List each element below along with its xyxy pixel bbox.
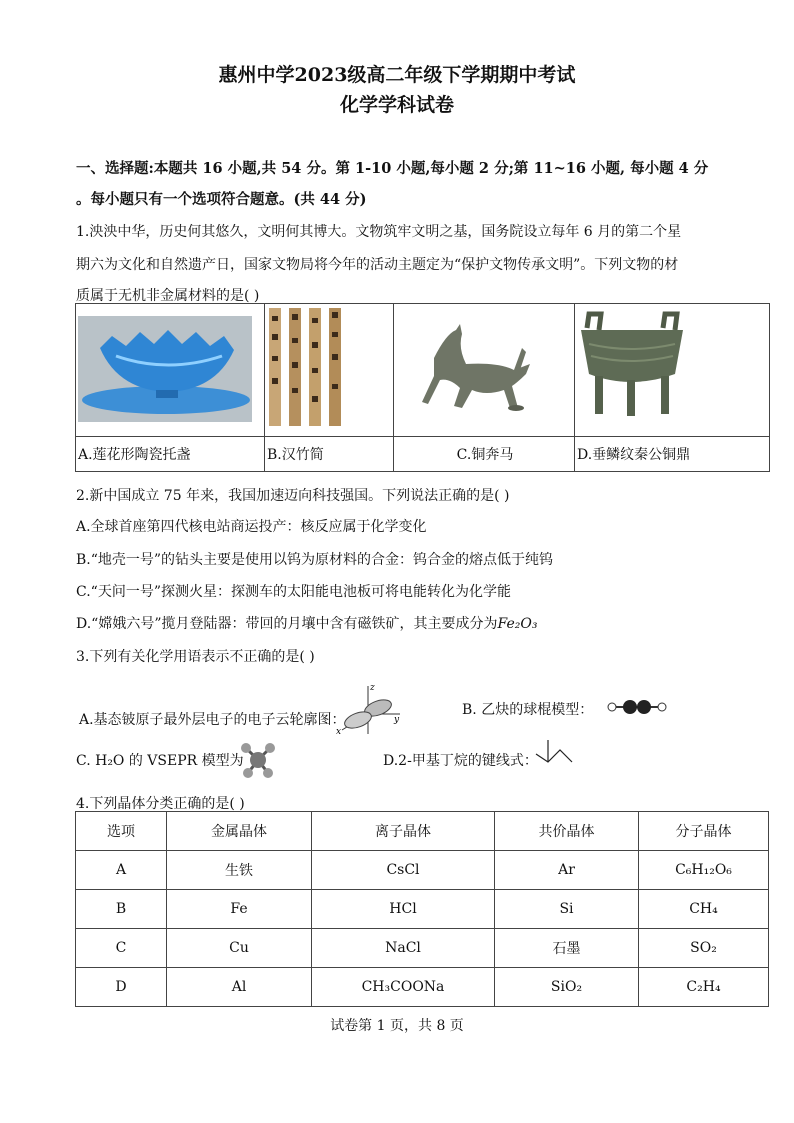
table-cell: NaCl [312, 929, 495, 968]
table-row [76, 929, 769, 968]
relic-image-b [265, 304, 394, 437]
lotus-bowl-image [76, 304, 264, 432]
q2-option-d: D.“嫦娥六号”揽月登陆器：带回的月壤中含有磁铁矿，其主要成分为 [76, 616, 498, 632]
bamboo-slips-image [265, 304, 393, 432]
axis-z-label: z [370, 683, 375, 693]
q4-stem: 4.下列晶体分类正确的是( ) [76, 796, 245, 812]
table-cell: Fe [167, 890, 312, 929]
table-cell: Al [167, 968, 312, 1007]
table-cell: C₆H₁₂O₆ [639, 851, 769, 890]
table-row [76, 851, 769, 890]
table-cell: CH₄ [639, 890, 769, 929]
table-cell: CsCl [312, 851, 495, 890]
q3-stem: 3.下列有关化学用语表示不正确的是( ) [76, 649, 315, 665]
table-header: 分子晶体 [639, 812, 769, 851]
table-cell: HCl [312, 890, 495, 929]
table-header: 离子晶体 [312, 812, 495, 851]
q3-option-d: D.2-甲基丁烷的键线式： [383, 753, 538, 769]
q3-option-b: B. 乙炔的球棍模型： [462, 702, 594, 718]
q2-option-b: B.“地壳一号”的钻头主要是使用以钨为原材料的合金：钨合金的熔点低于纯钨 [76, 552, 554, 568]
table-cell: B [76, 890, 167, 929]
table-cell: Si [495, 890, 639, 929]
acetylene-ball-stick-model [606, 697, 668, 717]
fe2o3-formula: Fe₂O₃ [497, 616, 538, 632]
q1-relics-table [75, 303, 770, 472]
relic-image-d [575, 304, 770, 437]
q4-crystal-table [75, 811, 769, 1007]
q1-option-a: A.莲花形陶瓷托盏 [76, 437, 265, 472]
q2-stem: 2.新中国成立 75 年来，我国加速迈向科技强国。下列说法正确的是( ) [76, 488, 510, 504]
p-orbital-figure [330, 680, 410, 738]
bronze-ding-image [575, 304, 769, 432]
exam-title: 惠州中学2023级高二年级下学期期中考试 [218, 64, 576, 86]
q2-option-c: C.“天问一号”探测火星：探测车的太阳能电池板可将电能转化为化学能 [76, 584, 511, 600]
table-row [76, 890, 769, 929]
q1-option-b: B.汉竹简 [265, 437, 394, 472]
exam-subtitle: 化学学科试卷 [339, 94, 454, 116]
table-header-row [76, 812, 769, 851]
q1-stem-line3: 质属于无机非金属材料的是( ) [76, 288, 260, 304]
page-footer: 试卷第 1 页，共 8 页 [330, 1018, 464, 1034]
table-cell: C [76, 929, 167, 968]
q2-option-d-line [76, 613, 537, 633]
table-cell: SiO₂ [495, 968, 639, 1007]
table-header: 选项 [76, 812, 167, 851]
q1-option-c: C.铜奔马 [394, 437, 575, 472]
2-methylbutane-skeletal [534, 738, 574, 766]
table-cell: C₂H₄ [639, 968, 769, 1007]
q3-option-c: C. H₂O 的 VSEPR 模型为 [76, 753, 244, 769]
section1-instruction-line2: 。每小题只有一个选项符合题意。(共 44 分) [76, 191, 367, 208]
table-header: 共价晶体 [495, 812, 639, 851]
section1-instruction-line1: 一、选择题:本题共 16 小题,共 54 分。第 1-10 小题,每小题 2 分;第 11~16 小题, 每小题 4 分 [76, 160, 709, 177]
relic-image-c [394, 304, 575, 437]
table-cell: 石墨 [495, 929, 639, 968]
table-cell: A [76, 851, 167, 890]
table-cell: CH₃COONa [312, 968, 495, 1007]
water-vsepr-model [236, 740, 282, 780]
table-cell: D [76, 968, 167, 1007]
relic-image-a [76, 304, 265, 437]
q1-option-d: D.垂鳞纹秦公铜鼎 [575, 437, 770, 472]
table-cell: 生铁 [167, 851, 312, 890]
axis-y-label: y [394, 715, 400, 725]
table-cell: Ar [495, 851, 639, 890]
table-cell: SO₂ [639, 929, 769, 968]
table-cell: Cu [167, 929, 312, 968]
q1-stem-line2: 期六为文化和自然遗产日，国家文物局将今年的活动主题定为“保护文物传承文明”。下列文物的材 [76, 257, 679, 273]
q1-stem-line1: 1.泱泱中华，历史何其悠久，文明何其博大。文物筑牢文明之基，国务院设立每年 6 月的第二个星 [76, 224, 682, 240]
axis-x-label: x [336, 727, 342, 737]
q2-option-a: A.全球首座第四代核电站商运投产：核反应属于化学变化 [76, 519, 427, 535]
table-row [76, 968, 769, 1007]
q3-option-a: A.基态铍原子最外层电子的电子云轮廓图： [79, 712, 346, 728]
bronze-horse-image [394, 304, 574, 432]
table-header: 金属晶体 [167, 812, 312, 851]
